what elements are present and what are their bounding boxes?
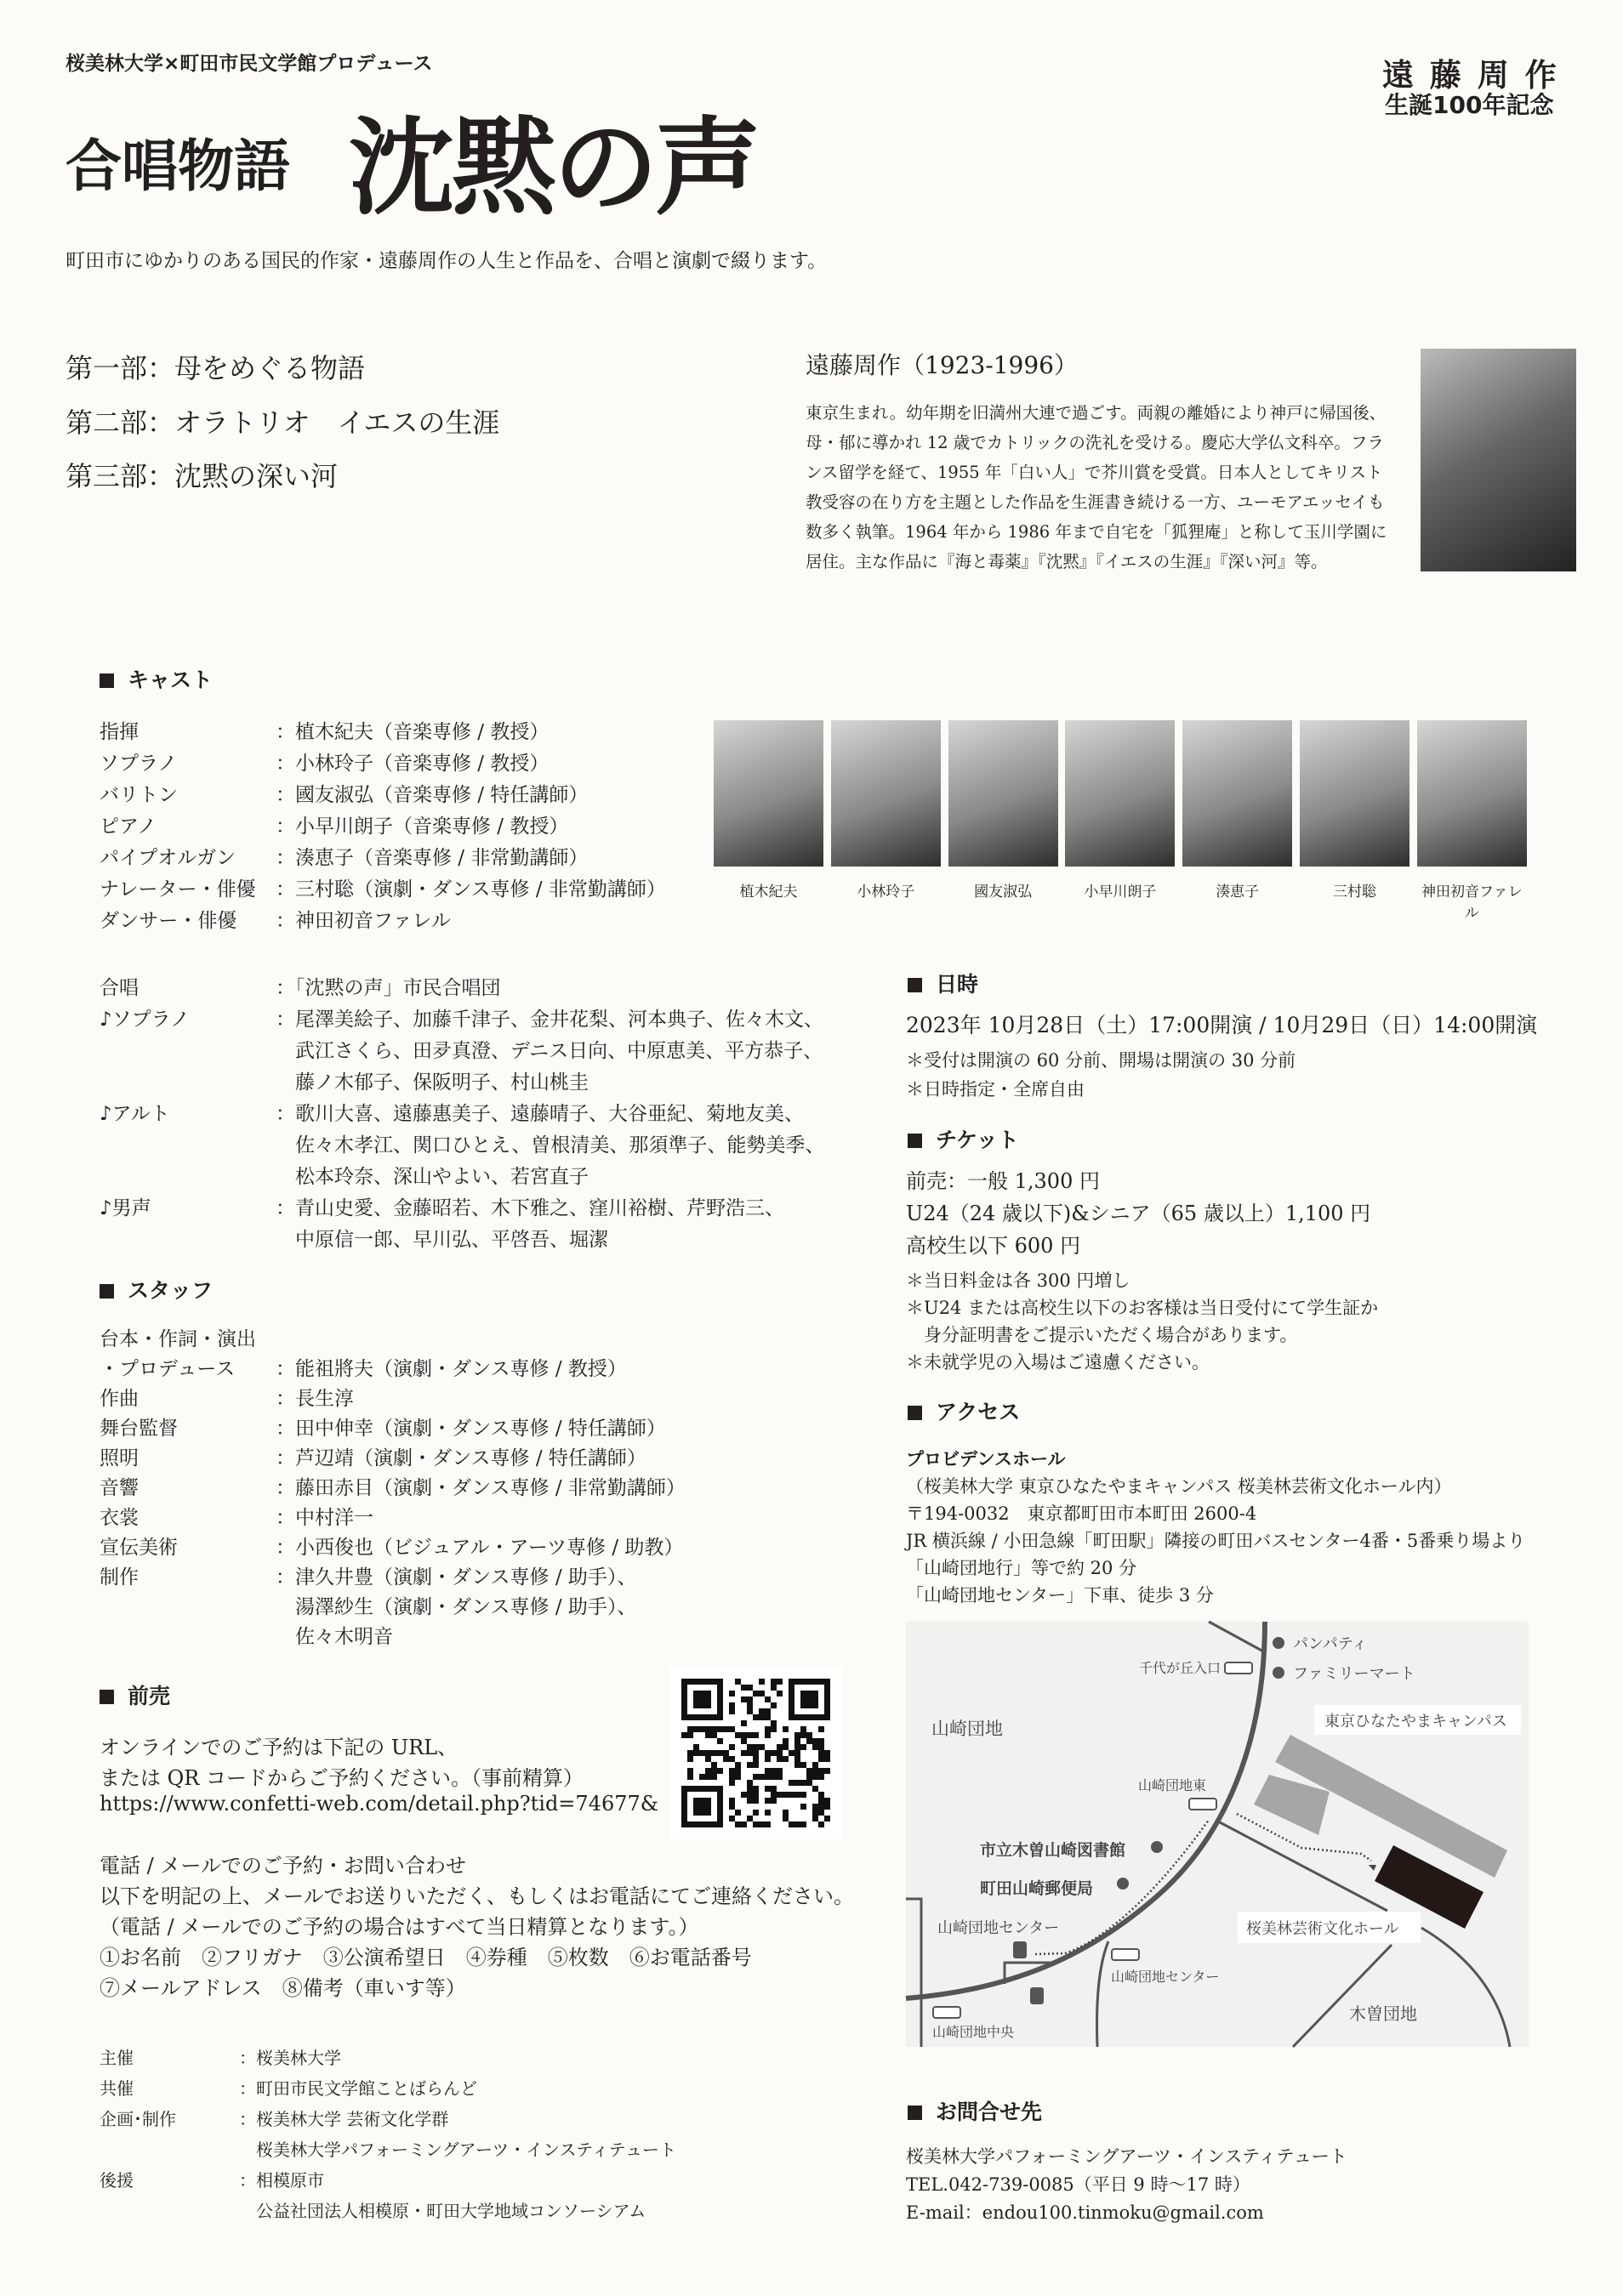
- row-label: 衣裳: [100, 1507, 139, 1529]
- map-label: 山崎団地東: [1138, 1777, 1207, 1793]
- row-value: ：小早川朗子（音楽専修 / 教授）: [276, 816, 569, 838]
- datetime-note: ＊日時指定・全席自由: [906, 1079, 1085, 1100]
- access-line: （桜美林大学 東京ひなたやまキャンパス 桜美林芸術文化ホール内）: [906, 1476, 1452, 1497]
- performance-dates: 2023年 10月28日（土）17:00開演 / 10月29日（日）14:00開演: [906, 1013, 1538, 1037]
- map-label: 木曽団地: [1349, 2003, 1417, 2024]
- row-value: ：能祖將夫（演劇・ダンス専修 / 教授）: [276, 1358, 627, 1380]
- bio-line: 居住。主な作品に『海と毒薬』『沈黙』『イエスの生涯』『深い河』等。: [806, 552, 1328, 571]
- presale-line: または QR コードからご予約ください。（事前精算）: [100, 1766, 584, 1790]
- map-label: パンパティ: [1293, 1635, 1368, 1653]
- cast-photo-name: 湊恵子: [1216, 884, 1260, 901]
- row-label: 照明: [100, 1447, 139, 1469]
- presale-heading: 前売: [100, 1679, 170, 1710]
- part-2: 第二部：オラトリオ イエスの生涯: [65, 406, 500, 439]
- part-3: 第三部：沈黙の深い河: [65, 460, 339, 492]
- row-label: 合唱: [100, 977, 139, 999]
- presale-line: オンラインでのご予約は下記の URL、: [100, 1736, 458, 1759]
- row-label: ピアノ: [100, 816, 157, 838]
- cast-photo: [948, 720, 1058, 867]
- row-label: ナレーター・俳優: [100, 878, 256, 901]
- map-label: 山崎団地センター: [1111, 1969, 1220, 1985]
- row-value: ：國友淑弘（音楽専修 / 特任講師）: [276, 784, 589, 806]
- ticket-note: ＊U24 または高校生以下のお客様は当日受付にて学生証か: [906, 1298, 1379, 1318]
- map-label: 桜美林芸術文化ホール: [1246, 1920, 1399, 1938]
- row-value: ：藤田赤目（演劇・ダンス専修 / 非常勤講師）: [276, 1477, 686, 1499]
- row-value: ：中村洋一: [276, 1507, 373, 1529]
- row-label: 制作: [100, 1566, 139, 1588]
- row-label: 舞台監督: [100, 1418, 178, 1440]
- map-label: ファミリーマート: [1293, 1665, 1415, 1683]
- row-label: 台本・作詞・演出: [100, 1328, 256, 1350]
- row-label: 音響: [100, 1477, 139, 1499]
- row-value: ：田中伸幸（演劇・ダンス専修 / 特任講師）: [276, 1418, 666, 1440]
- bio-line: 教受容の在り方を主題とした作品を生涯書き続ける一方、ユーモアエッセイも: [806, 492, 1385, 512]
- row-value: ：湊恵子（音楽専修 / 非常勤講師）: [276, 847, 589, 869]
- presale-url[interactable]: https://www.confetti-web.com/detail.php?tid=74677&: [100, 1792, 659, 1816]
- map-label: 市立木曽山崎図書館: [980, 1841, 1126, 1860]
- poi-dot-icon: [1273, 1667, 1284, 1679]
- row-value: ：歌川大喜、遠藤惠美子、遠藤晴子、大谷亜紀、菊地友美、: [276, 1103, 804, 1125]
- map-label: 山崎団地センター: [937, 1919, 1060, 1937]
- row-value: ：町田市民文学館ことばらんど: [239, 2078, 477, 2099]
- ticket-price: 前売：一般 1,300 円: [906, 1169, 1100, 1193]
- poi-dot-icon: [1151, 1841, 1163, 1853]
- cast-photo: [714, 720, 823, 867]
- row-label: ♪アルト: [100, 1103, 170, 1125]
- qr-code[interactable]: [669, 1667, 842, 1839]
- row-label: 宣伝美術: [100, 1537, 178, 1559]
- bio-line: 母・郁に導かれ 12 歳でカトリックの洗礼を受ける。慶応大学仏文科卒。フラ: [806, 433, 1384, 452]
- cast-photo: [1417, 720, 1527, 867]
- map-label: 山崎団地: [931, 1719, 1003, 1739]
- staff-heading: スタッフ: [100, 1274, 213, 1304]
- ticket-heading: チケット: [908, 1123, 1019, 1154]
- cast-photo-name: 神田初音ファレル: [1421, 884, 1523, 922]
- bus-stop-icon: [1189, 1799, 1216, 1810]
- phone-reservation-line: 電話 / メールでのご予約・お問い合わせ: [100, 1854, 466, 1878]
- cast-photo-name: 小早川朗子: [1084, 884, 1157, 901]
- access-heading: アクセス: [908, 1395, 1020, 1426]
- row-value: 湯澤紗生（演劇・ダンス専修 / 助手）、: [276, 1596, 637, 1618]
- row-value: ：桜美林大学: [239, 2048, 341, 2068]
- datetime-heading: 日時: [908, 968, 978, 998]
- row-label: パイプオルガン: [100, 847, 236, 869]
- row-value: ：桜美林大学 芸術文化学群: [239, 2109, 449, 2129]
- row-label: 企画･制作: [100, 2109, 176, 2129]
- contact-line: TEL.042-739-0085（平日 9 時～17 時）: [906, 2174, 1250, 2195]
- map-label: 山崎団地中央: [932, 2024, 1015, 2040]
- contact-line: E-mail：endou100.tinmoku@gmail.com: [906, 2202, 1264, 2223]
- row-value: ：小林玲子（音楽専修 / 教授）: [276, 753, 550, 775]
- row-value: ：長生淳: [276, 1388, 354, 1410]
- row-value: 武江さくら、田夛真澄、デニス日向、中原恵美、平方恭子、: [276, 1040, 823, 1062]
- ticket-note: ＊未就学児の入場はご遠慮ください。: [906, 1352, 1210, 1372]
- access-line: 「山崎団地センター」下車、徒歩 3 分: [906, 1585, 1214, 1605]
- access-line: 〒194-0032 東京都町田市本町田 2600-4: [906, 1503, 1257, 1524]
- cast-photo: [1065, 720, 1175, 867]
- cast-photo-name: 國友淑弘: [974, 884, 1033, 901]
- row-value: ：植木紀夫（音楽専修 / 教授）: [276, 721, 550, 743]
- row-value: ：尾澤美絵子、加藤千津子、金井花梨、河本典子、佐々木文、: [276, 1009, 823, 1031]
- cast-photo-name: 植木紀夫: [739, 884, 798, 901]
- presenter-line: 桜美林大学×町田市民文学館プロデュース: [65, 53, 433, 75]
- datetime-note: ＊受付は開演の 60 分前、開場は開演の 30 分前: [906, 1050, 1296, 1071]
- author-photo: [1421, 349, 1576, 571]
- row-value: ：芦辺靖（演劇・ダンス専修 / 特任講師）: [276, 1447, 646, 1469]
- row-value: ：津久井豊（演劇・ダンス専修 / 助手）、: [276, 1566, 637, 1588]
- bio-line: ンス留学を経て、1955 年「白い人」で芥川賞を受賞。日本人としてキリスト: [806, 463, 1383, 482]
- row-label: ダンサー・俳優: [100, 910, 237, 932]
- row-value: 松本玲奈、深山やよい、若宮直子: [276, 1166, 589, 1188]
- contact-line: 桜美林大学パフォーミングアーツ・インスティテュート: [906, 2146, 1347, 2167]
- anniversary-label: 生誕100年記念: [1385, 91, 1554, 119]
- ticket-price: 高校生以下 600 円: [906, 1234, 1081, 1258]
- intro-text: 町田市にゆかりのある国民的作家・遠藤周作の人生と作品を、合唱と演劇で綴ります。: [65, 250, 828, 272]
- subtitle: 合唱物語: [65, 133, 290, 199]
- row-label: バリトン: [100, 784, 178, 806]
- page-title: 沈黙の声: [349, 106, 758, 230]
- phone-reservation-line: （電話 / メールでのご予約の場合はすべて当日精算となります。）: [100, 1915, 699, 1939]
- anniversary-name: 遠 藤 周 作: [1382, 57, 1559, 94]
- bus-icon: [1013, 1941, 1027, 1958]
- map-label: 東京ひなたやまキャンパス: [1324, 1713, 1507, 1731]
- cast-photo: [1182, 720, 1292, 867]
- cast-photo: [831, 720, 941, 867]
- bio-line: 数多く執筆。1964 年から 1986 年まで自宅を「狐狸庵」と称して玉川学園に: [806, 522, 1387, 542]
- row-label: ソプラノ: [100, 753, 178, 775]
- access-line: 「山崎団地行」等で約 20 分: [906, 1558, 1137, 1578]
- access-line: プロビデンスホール: [906, 1448, 1066, 1469]
- access-map: [902, 1616, 1574, 2058]
- row-label: ・プロデュース: [100, 1358, 236, 1380]
- bus-stop-icon: [1225, 1662, 1252, 1674]
- bus-stop-icon: [933, 2007, 960, 2018]
- bus-stop-icon: [1112, 1949, 1139, 1960]
- row-value: ：小西俊也（ビジュアル・アーツ専修 / 助教）: [276, 1537, 684, 1559]
- row-value: ：「沈黙の声」市民合唱団: [276, 977, 501, 999]
- phone-reservation-line: 以下を明記の上、メールでお送りいただく、もしくはお電話にてご連絡ください。: [100, 1884, 855, 1908]
- row-label: 主催: [100, 2048, 134, 2068]
- cast-heading: キャスト: [100, 663, 213, 694]
- cast-photo: [1300, 720, 1409, 867]
- row-value: ：三村聡（演劇・ダンス専修 / 非常勤講師）: [276, 878, 666, 901]
- cast-photo-name: 小林玲子: [857, 884, 915, 901]
- row-value: 桜美林大学パフォーミングアーツ・インスティテュート: [239, 2140, 676, 2160]
- row-value: 佐々木明音: [276, 1626, 393, 1648]
- ticket-price: U24（24 歳以下)&シニア（65 歳以上）1,100 円: [906, 1202, 1371, 1225]
- poi-dot-icon: [1117, 1878, 1129, 1890]
- poi-dot-icon: [1273, 1637, 1284, 1649]
- bus-icon: [1030, 1987, 1044, 2004]
- row-label: 指揮: [100, 721, 139, 743]
- contact-heading: お問合せ先: [908, 2095, 1042, 2126]
- row-value: 公益社団法人相模原・町田大学地域コンソーシアム: [239, 2201, 646, 2221]
- cast-photo-name: 三村聡: [1333, 884, 1376, 901]
- row-label: 作曲: [100, 1388, 139, 1410]
- row-value: ：神田初音ファレル: [276, 910, 451, 932]
- phone-reservation-line: ⑦メールアドレス ⑧備考（車いす等）: [100, 1976, 466, 2000]
- part-1: 第一部：母をめぐる物語: [65, 352, 366, 384]
- map-label: 千代が丘入口: [1138, 1660, 1221, 1676]
- row-label: ♪男声: [100, 1197, 151, 1219]
- row-label: ♪ソプラノ: [100, 1009, 190, 1031]
- bio-title: 遠藤周作（1923-1996）: [806, 351, 1078, 379]
- row-value: 中原信一郎、早川弘、平啓吾、堀潔: [276, 1229, 608, 1251]
- bio-line: 東京生まれ。幼年期を旧満州大連で過ごす。両親の離婚により神戸に帰国後、: [806, 403, 1387, 423]
- row-value: 藤ノ木郁子、保阪明子、村山桃圭: [276, 1071, 589, 1094]
- row-label: 後援: [100, 2170, 134, 2191]
- row-value: 佐々木孝江、関口ひとえ、曽根清美、那須準子、能勢美季、: [276, 1134, 825, 1157]
- row-value: ：青山史愛、金藤昭若、木下雅之、窪川裕樹、芹野浩三、: [276, 1197, 784, 1219]
- access-line: JR 横浜線 / 小田急線「町田駅」隣接の町田バスセンター4番・5番乗り場より: [906, 1531, 1526, 1551]
- ticket-note: ＊当日料金は各 300 円増し: [906, 1270, 1130, 1291]
- phone-reservation-line: ①お名前 ②フリガナ ③公演希望日 ④券種 ⑤枚数 ⑥お電話番号: [100, 1946, 752, 1969]
- row-label: 共催: [100, 2078, 134, 2099]
- ticket-note: 身分証明書をご提示いただく場合があります。: [906, 1325, 1298, 1345]
- row-value: ：相模原市: [239, 2170, 324, 2191]
- map-label: 町田山崎郵便局: [980, 1879, 1094, 1898]
